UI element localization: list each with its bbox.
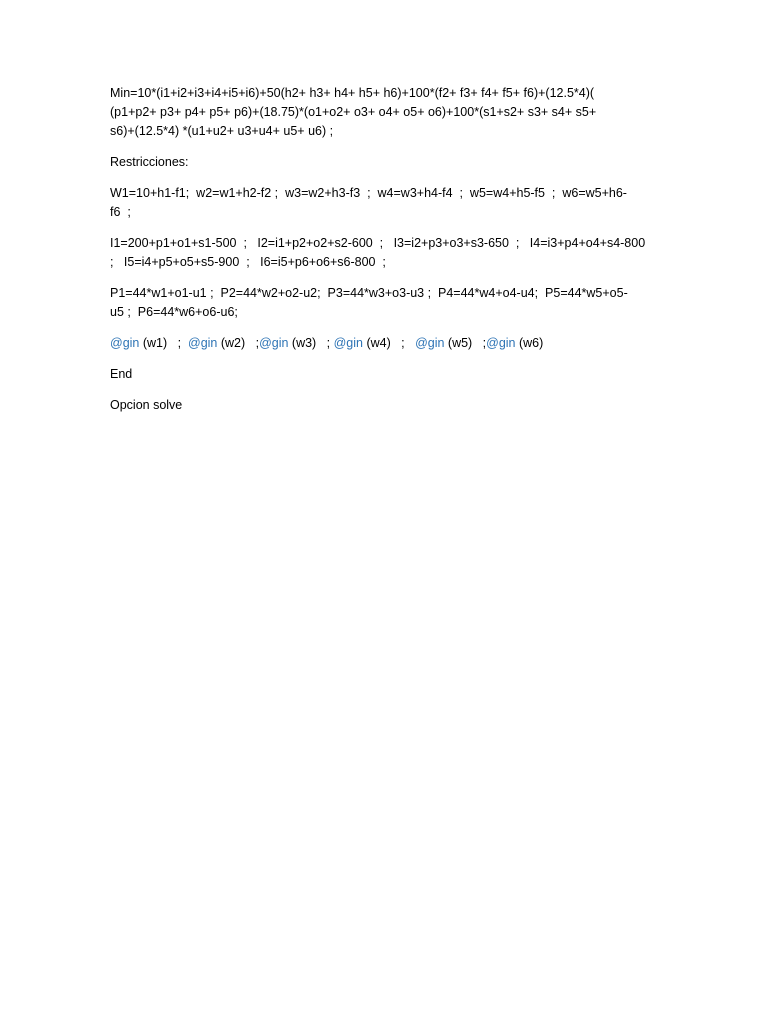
- gin-statement: [486, 336, 543, 350]
- gin-arg: (w6): [515, 336, 544, 350]
- gin-separator: ;: [390, 336, 416, 350]
- gin-statement: [188, 336, 259, 350]
- objective-line-3: s6)+(12.5*4) *(u1+u2+ u3+u4+ u5+ u6) ;: [110, 124, 334, 138]
- p-constraints: [110, 284, 655, 322]
- gin-statement: [415, 336, 486, 350]
- w-constraints-line-2: f6 ;: [110, 205, 131, 219]
- restricciones-heading: Restricciones:: [110, 155, 189, 169]
- gin-separator: ;: [472, 336, 487, 350]
- document-body: [110, 84, 655, 427]
- gin-keyword: @gin: [415, 336, 445, 350]
- gin-arg: (w1): [139, 336, 168, 350]
- gin-arg: (w5): [444, 336, 473, 350]
- gin-separator: ;: [167, 336, 188, 350]
- i-constraints-line-2: ; I5=i4+p5+o5+s5-900 ; I6=i5+p6+o6+s6-800 ;: [110, 255, 386, 269]
- gin-keyword: @gin: [486, 336, 516, 350]
- gin-arg: (w4): [362, 336, 391, 350]
- p-constraints-line-2: u5 ; P6=44*w6+o6-u6;: [110, 305, 238, 319]
- end-statement: End: [110, 367, 133, 381]
- i-constraints: [110, 234, 655, 272]
- w-constraints-line-1: W1=10+h1-f1; w2=w1+h2-f2 ; w3=w2+h3-f3 ; w4=w3+h4-f4 ; w5=w4+h5-f5 ; w6=w5+h6-: [110, 186, 627, 200]
- gin-statements: [110, 334, 655, 353]
- gin-statement: [259, 336, 334, 350]
- objective-line-2: (p1+p2+ p3+ p4+ p5+ p6)+(18.75)*(o1+o2+ o3+ o4+ o5+ o6)+100*(s1+s2+ s3+ s4+ s5+: [110, 105, 597, 119]
- p-constraints-line-1: P1=44*w1+o1-u1 ; P2=44*w2+o2-u2; P3=44*w3+o3-u3 ; P4=44*w4+o4-u4; P5=44*w5+o5-: [110, 286, 628, 300]
- gin-statement: [110, 336, 188, 350]
- gin-arg: (w2): [217, 336, 246, 350]
- gin-keyword: @gin: [259, 336, 289, 350]
- opcion-solve: Opcion solve: [110, 398, 183, 412]
- gin-statement: [334, 336, 415, 350]
- gin-separator: ;: [316, 336, 334, 350]
- gin-separator: ;: [245, 336, 260, 350]
- w-constraints: [110, 184, 655, 222]
- objective-function: [110, 84, 655, 141]
- gin-keyword: @gin: [110, 336, 140, 350]
- gin-arg: (w3): [288, 336, 317, 350]
- gin-keyword: @gin: [333, 336, 363, 350]
- objective-line-1: Min=10*(i1+i2+i3+i4+i5+i6)+50(h2+ h3+ h4+ h5+ h6)+100*(f2+ f3+ f4+ f5+ f6)+(12.5*4)(: [110, 86, 595, 100]
- gin-keyword: @gin: [188, 336, 218, 350]
- i-constraints-line-1: I1=200+p1+o1+s1-500 ; I2=i1+p2+o2+s2-600 ; I3=i2+p3+o3+s3-650 ; I4=i3+p4+o4+s4-800: [110, 236, 646, 250]
